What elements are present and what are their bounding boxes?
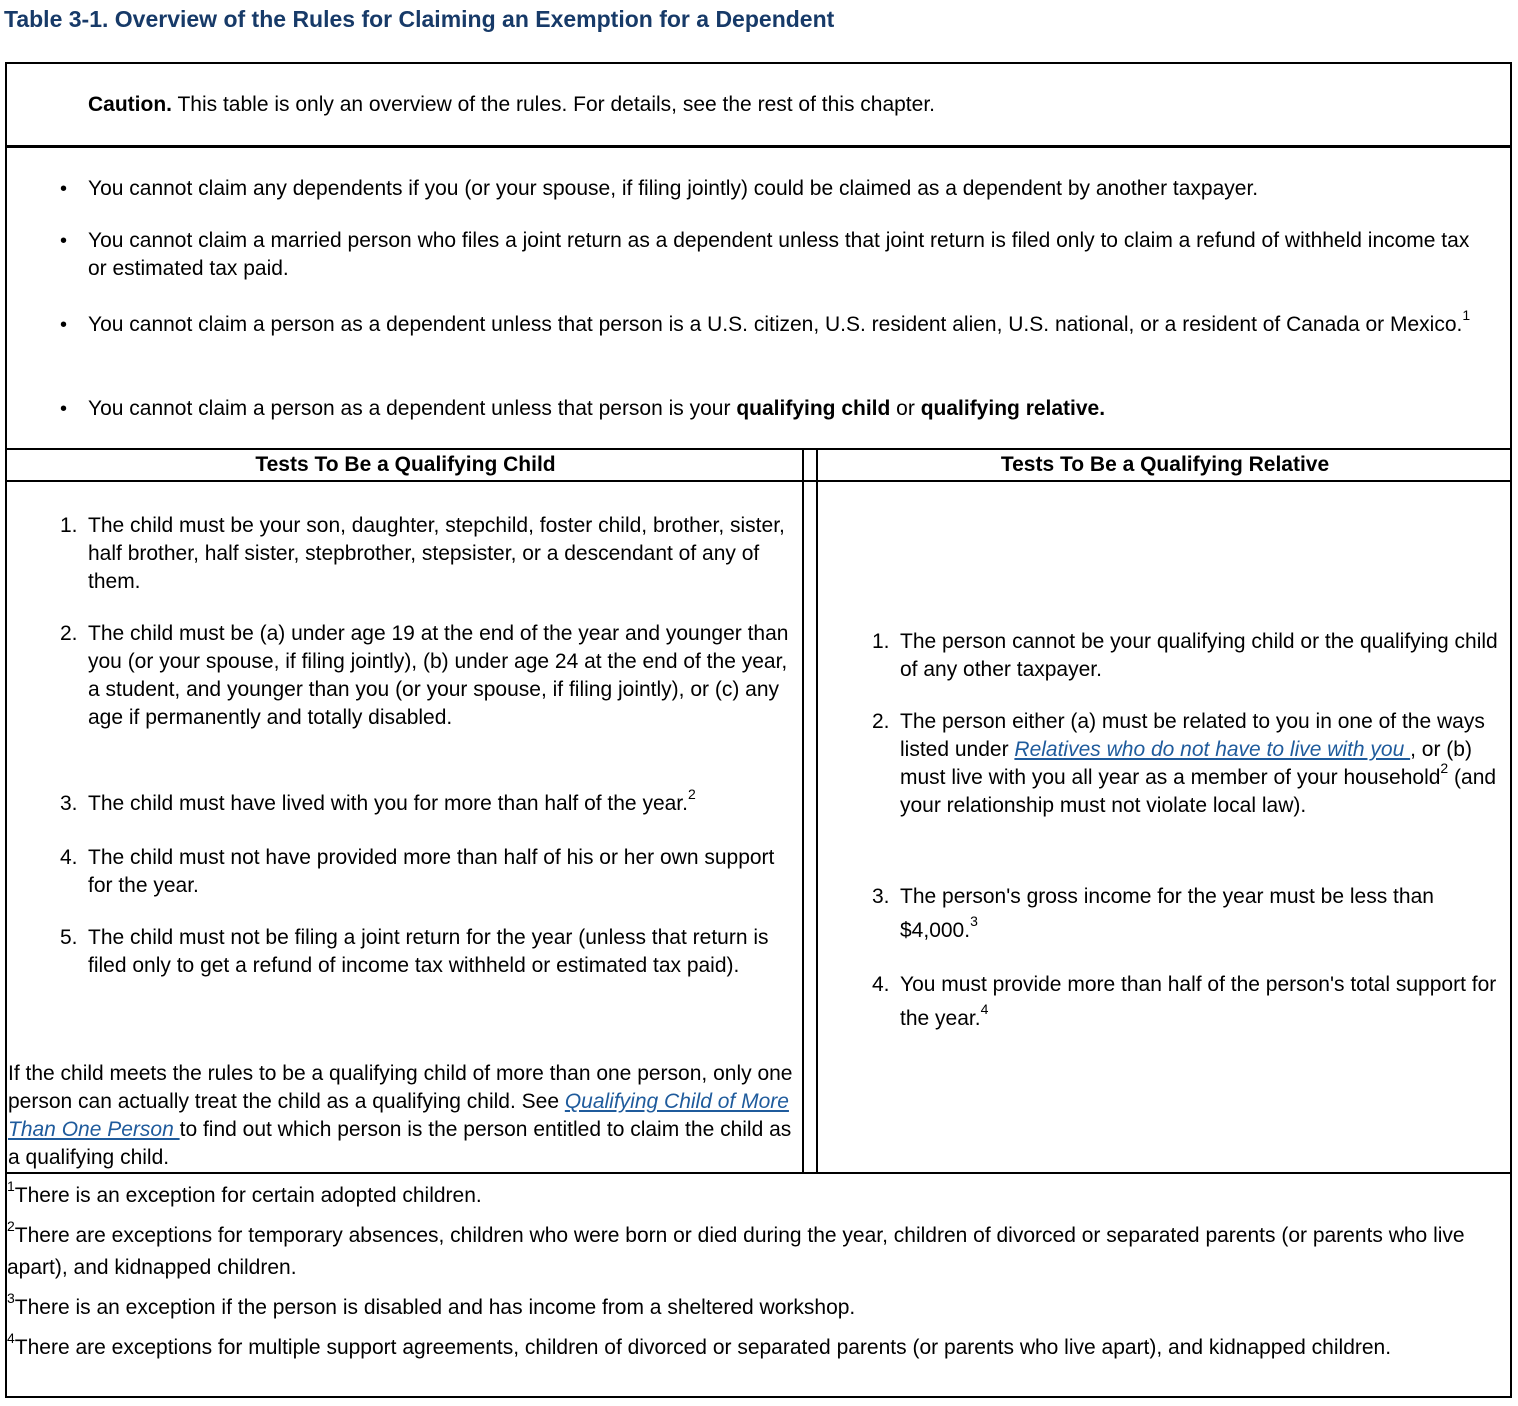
- column-divider: [816, 450, 818, 1172]
- qualifying-relative-header: Tests To Be a Qualifying Relative: [1000, 453, 1330, 476]
- table-title: Table 3-1. Overview of the Rules for Claiming an Exemption for a Dependent: [4, 6, 835, 32]
- qualifying-child-header: Tests To Be a Qualifying Child: [255, 453, 556, 476]
- footnote-divider: [7, 1172, 1510, 1174]
- rule-item: • You cannot claim a person as a dependent unless that person is a U.S. citizen, U.S. resident alien, U.S. national, or a resident of Canada or Mexico.$^1$: [88, 308, 1483, 342]
- footnote-ref: 3: [970, 913, 978, 929]
- column-divider: [802, 450, 804, 1172]
- column-header-row: [7, 450, 1510, 482]
- footnote-ref: 1: [1462, 307, 1471, 323]
- footnote-ref: 2: [1440, 760, 1449, 776]
- caution-box: [7, 64, 1510, 148]
- rule-item: • You cannot claim a married person who files a joint return as a dependent unless that joint return is filed only to claim a refund of withheld income tax or estimated tax paid.: [88, 227, 1483, 283]
- footnote: $^2$There are exceptions for temporary absences, children who were born or died during the year, children of divorced or separated parents (or parents who live apart), and kidnapped children.: [7, 1218, 1465, 1279]
- footnote-ref: 2: [687, 786, 696, 802]
- qualifying-child-more-than-one-person-link[interactable]: Qualifying Child of More Than One Person: [8, 1090, 789, 1141]
- child-test-item: 2. The child must be (a) under age 19 at the end of the year and younger than you (or your spouse, if filing jointly), (b) under age 24 at the end of the year, a student, and younger than you (or your spouse, if filing jointly), or (c) any age if permanently and totally disabled.: [60, 622, 789, 729]
- caution-note: [88, 93, 935, 117]
- footnote-ref: 4: [980, 1001, 989, 1017]
- child-test-item: 5. The child must not be filing a joint return for the year (unless that return is filed only to get a refund of income tax withheld or estimated tax paid).: [60, 926, 769, 977]
- child-note: If the child meets the rules to be a qualifying child of more than one person, only one person can actually treat the child as a qualifying child. See Qualifying Child of More Than One Person to find out which person is the person entitled to claim the child as a qualifying child.: [8, 1062, 793, 1169]
- footnote: $^4$There are exceptions for multiple support agreements, children of divorced or separated parents (or parents who live apart), and kidnapped children.: [7, 1330, 1392, 1359]
- relative-test-item: 2. The person either (a) must be related to you in one of the ways listed under Relatives who do not have to live with you , or (b) must live with you all year as a member of your household$^2$ (and your relationship must not violate local law).: [872, 710, 1497, 817]
- relative-test-item: 1. The person cannot be your qualifying child or the qualifying child of any other taxpayer.: [872, 630, 1498, 681]
- child-test-item: 4. The child must not have provided more than half of his or her own support for the year.: [60, 846, 775, 897]
- child-test-item: 1. The child must be your son, daughter, stepchild, foster child, brother, sister, half brother, half sister, stepbrother, stepsister, or a descendant of any of them.: [60, 514, 785, 593]
- child-test-item: 3. The child must have lived with you for more than half of the year.$^2$: [60, 786, 696, 815]
- footnote: $^1$There is an exception for certain adopted children.: [7, 1178, 482, 1207]
- relative-test-item: 3. The person's gross income for the year must be less than $4,000.$^3$: [872, 885, 1434, 942]
- caution-label: Caution.: [88, 93, 172, 116]
- relative-test-item: 4. You must provide more than half of the person's total support for the year.$^4$: [872, 973, 1497, 1030]
- dependent-rules-table: [5, 62, 1512, 1398]
- footnote: $^3$There is an exception if the person is disabled and has income from a sheltered workshop.: [7, 1290, 856, 1319]
- rule-item: • You cannot claim any dependents if you (or your spouse, if filing jointly) could be claimed as a dependent by another taxpayer.: [88, 175, 1483, 203]
- general-rules: [7, 148, 1510, 450]
- relatives-not-living-with-you-link[interactable]: Relatives who do not have to live with you: [1014, 738, 1411, 761]
- rule-item: • You cannot claim a person as a dependent unless that person is your qualifying child or qualifying relative.: [88, 395, 1483, 423]
- caution-text: This table is only an overview of the rules. For details, see the rest of this chapter.: [172, 93, 935, 116]
